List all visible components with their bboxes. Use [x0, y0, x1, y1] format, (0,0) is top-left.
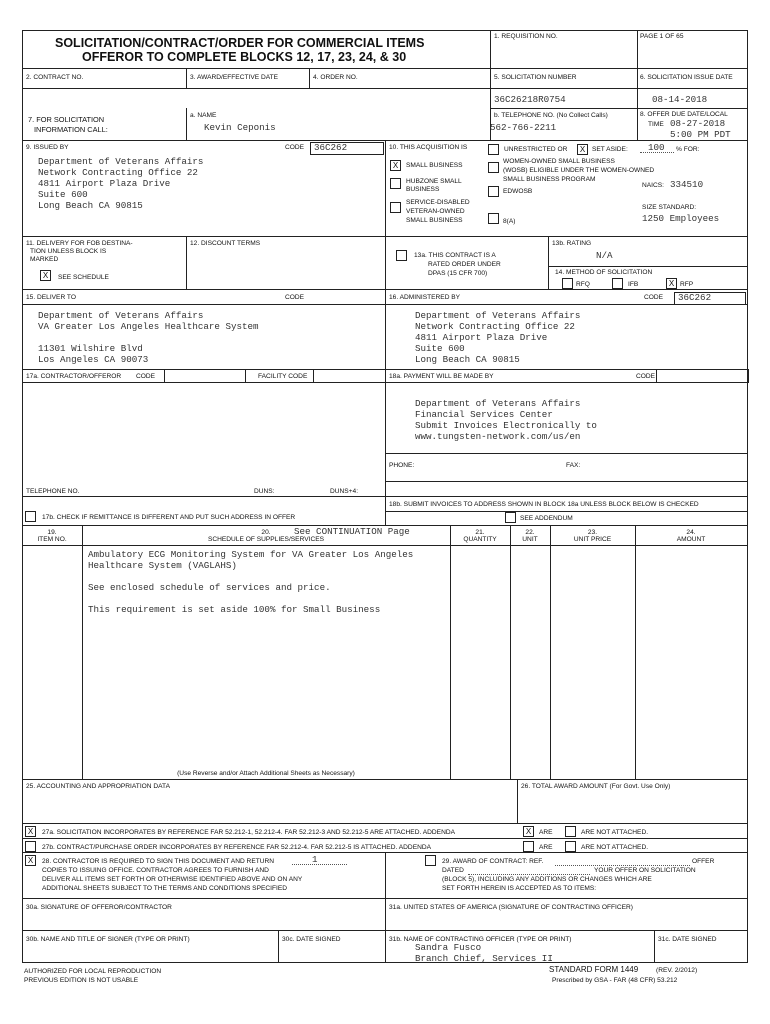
block27b-checkbox[interactable]: [25, 841, 36, 852]
fax-label: FAX:: [566, 462, 581, 469]
eight-a-label: 8(A): [503, 218, 516, 225]
issued-by-line-4: Suite 600: [38, 189, 88, 200]
solicitation-number-label: 5. SOLICITATION NUMBER: [494, 74, 577, 81]
block29-line-4: SET FORTH HEREIN IS ACCEPTED AS TO ITEMS:: [442, 885, 597, 892]
administered-line-1: Department of Veterans Affairs: [415, 310, 581, 321]
rated-order-label-3: DPAS (15 CFR 700): [428, 270, 488, 277]
schedule-desc-2: Healthcare System (VAGLAHS): [88, 560, 237, 571]
set-aside-percent[interactable]: 100: [648, 142, 665, 153]
form-number: STANDARD FORM 1449: [549, 965, 639, 974]
issued-by-line-3: 4811 Airport Plaza Drive: [38, 178, 171, 189]
continuation-note: See CONTINUATION Page: [294, 526, 410, 537]
col19-header: ITEM NO.: [37, 536, 67, 543]
percent-underline: [640, 152, 674, 153]
contractor-code-box[interactable]: [164, 369, 246, 383]
addenda-are-checkbox[interactable]: X: [523, 826, 534, 837]
accounting-label: 25. ACCOUNTING AND APPROPRIATION DATA: [26, 783, 170, 790]
block28-line-1: 28. CONTRACTOR IS REQUIRED TO SIGN THIS DOCUMENT AND RETURN: [42, 858, 275, 865]
duns-label: DUNS:: [254, 488, 275, 495]
payment-line-1: Department of Veterans Affairs: [415, 398, 581, 409]
administered-line-4: Suite 600: [415, 343, 465, 354]
col21-num: 21.: [475, 529, 485, 536]
signer-date-label: 30c. DATE SIGNED: [282, 936, 341, 943]
col24-header: AMOUNT: [676, 536, 706, 543]
rated-order-label-1: 13a. THIS CONTRACT IS A: [414, 252, 496, 259]
copies-count[interactable]: 1: [312, 854, 318, 865]
information-call-label: INFORMATION CALL:: [34, 125, 108, 134]
block29-line-1: 29. AWARD OF CONTRACT: REF.: [442, 858, 544, 865]
offer-due-time[interactable]: 5:00 PM PDT: [670, 129, 731, 140]
footer-authorized: AUTHORIZED FOR LOCAL REPRODUCTION: [24, 968, 162, 975]
schedule-desc-4: See enclosed schedule of services and price.: [88, 582, 331, 593]
addenda-b-are-not-checkbox[interactable]: [565, 841, 576, 852]
size-standard-label: SIZE STANDARD:: [642, 204, 697, 211]
deliver-to-line-1: Department of Veterans Affairs: [38, 310, 204, 321]
issued-by-line-5: Long Beach CA 90815: [38, 200, 143, 211]
see-schedule-checkbox[interactable]: X: [40, 270, 51, 281]
block27b-label: 27b. CONTRACT/PURCHASE ORDER INCORPORATES BY REFERENCE FAR 52.212-4. FAR 52.212-5 IS ATTACHED. ADDENDA: [42, 844, 432, 851]
telephone-no-label: TELEPHONE NO.: [26, 488, 80, 495]
col23-header: UNIT PRICE: [573, 536, 612, 543]
duns4-label: DUNS+4:: [330, 488, 359, 495]
award-date-label: 3. AWARD/EFFECTIVE DATE: [190, 74, 279, 81]
rating-value[interactable]: N/A: [596, 250, 613, 261]
col20-header: SCHEDULE OF SUPPLIES/SERVICES: [207, 536, 325, 543]
schedule-desc-6: This requirement is set aside 100% for Small Business: [88, 604, 381, 615]
deliver-to-label: 15. DELIVER TO: [26, 294, 76, 301]
rfp-label: RFP: [680, 281, 694, 288]
percent-for-label: % FOR:: [676, 146, 700, 153]
issued-by-line-1: Department of Veterans Affairs: [38, 156, 204, 167]
deliver-to-line-2: VA Greater Los Angeles Healthcare System: [38, 321, 259, 332]
addenda-are-label: ARE: [539, 829, 553, 836]
rfp-checkbox[interactable]: X: [666, 278, 677, 289]
block29-dated: DATED: [442, 867, 464, 874]
col22-num: 22.: [525, 529, 535, 536]
payment-line-3: Submit Invoices Electronically to: [415, 420, 597, 431]
signature-offeror-label: 30a. SIGNATURE OF OFFEROR/CONTRACTOR: [26, 904, 172, 911]
block27a-label: 27a. SOLICITATION INCORPORATES BY REFERENCE FAR 52.212-1, 52.212-4. FAR 52.212-3 AND 52.212-5 ARE ATTACHED. ADDENDA: [42, 829, 455, 836]
payment-line-4: www.tungsten-network.com/us/en: [415, 431, 581, 442]
block27a-checkbox[interactable]: X: [25, 826, 36, 837]
method-label: 14. METHOD OF SOLICITATION: [555, 269, 653, 276]
wosb-label-3: SMALL BUSINESS PROGRAM: [503, 176, 596, 183]
unrestricted-checkbox[interactable]: [488, 144, 499, 155]
hubzone-label-1: HUBZONE SMALL: [406, 178, 462, 185]
offer-due-label: 8. OFFER DUE DATE/LOCAL: [640, 111, 728, 118]
administered-line-3: 4811 Airport Plaza Drive: [415, 332, 548, 343]
facility-code-box[interactable]: [313, 369, 386, 383]
officer-date-label: 31c. DATE SIGNED: [658, 936, 717, 943]
requisition-label: 1. REQUISITION NO.: [494, 33, 558, 40]
contact-name[interactable]: Kevin Ceponis: [204, 122, 276, 133]
form-title: SOLICITATION/CONTRACT/ORDER FOR COMMERCIAL ITEMS: [55, 36, 425, 50]
discount-terms-label: 12. DISCOUNT TERMS: [190, 240, 261, 247]
officer-name-label: 31b. NAME OF CONTRACTING OFFICER (TYPE OR PRINT): [389, 936, 572, 943]
telephone-number[interactable]: 562-766-2211: [490, 122, 557, 133]
total-award-label: 26. TOTAL AWARD AMOUNT (For Govt. Use Only): [521, 783, 671, 790]
block28-checkbox[interactable]: X: [25, 855, 36, 866]
eight-a-checkbox[interactable]: [488, 213, 499, 224]
col19-num: 19.: [47, 529, 57, 536]
col20-num: 20.: [261, 529, 271, 536]
unrestricted-label: UNRESTRICTED OR: [504, 146, 568, 153]
wosb-checkbox[interactable]: [488, 162, 499, 173]
issued-by-line-2: Network Contracting Office 22: [38, 167, 198, 178]
solicitation-number[interactable]: 36C26218R0754: [494, 94, 566, 105]
block28-line-2: COPIES TO ISSUING OFFICE. CONTRACTOR AGREES TO FURNISH AND: [42, 867, 269, 874]
naics-code[interactable]: 334510: [670, 179, 704, 190]
see-schedule-label: SEE SCHEDULE: [58, 274, 109, 281]
hubzone-label-2: BUSINESS: [406, 186, 440, 193]
block29-line-2: YOUR OFFER ON SOLICITATION: [594, 867, 696, 874]
remittance-label: 17b. CHECK IF REMITTANCE IS DIFFERENT AND PUT SUCH ADDRESS IN OFFER: [42, 514, 296, 521]
edwosb-checkbox[interactable]: [488, 186, 499, 197]
col23-num: 23.: [587, 529, 598, 536]
col24-num: 24.: [686, 529, 696, 536]
ifb-checkbox[interactable]: [612, 278, 623, 289]
administered-code[interactable]: 36C262: [678, 292, 712, 303]
contract-no-label: 2. CONTRACT NO.: [26, 74, 84, 81]
payment-code-label: CODE: [636, 373, 656, 380]
payment-line-2: Financial Services Center: [415, 409, 553, 420]
payment-code-box[interactable]: [656, 369, 749, 383]
copies-underline: [292, 864, 347, 865]
contractor-code-label: CODE: [136, 373, 156, 380]
administered-code-label: CODE: [644, 294, 664, 301]
small-business-checkbox[interactable]: X: [390, 160, 401, 171]
edwosb-label: EDWOSB: [503, 188, 533, 195]
name-label: a. NAME: [190, 112, 217, 119]
addenda-b-are-label: ARE: [539, 844, 553, 851]
block29-line-3: (BLOCK 5), INCLUDING ANY ADDITIONS OR CHANGES WHICH ARE: [442, 876, 652, 883]
telephone-label: b. TELEPHONE NO. (No Collect Calls): [494, 112, 608, 119]
col21-header: QUANTITY: [463, 536, 497, 543]
small-business-label: SMALL BUSINESS: [406, 162, 463, 169]
rating-label: 13b. RATING: [552, 240, 592, 247]
schedule-desc-1: Ambulatory ECG Monitoring System for VA Greater Los Angeles: [88, 549, 414, 560]
issued-by-label: 9. ISSUED BY: [26, 144, 69, 151]
col22-header: UNIT: [522, 536, 538, 543]
submit-invoices-label: 18b. SUBMIT INVOICES TO ADDRESS SHOWN IN BLOCK 18a UNLESS BLOCK BELOW IS CHECKED: [389, 501, 699, 508]
rfq-checkbox[interactable]: [562, 278, 573, 289]
remittance-checkbox[interactable]: [25, 511, 36, 522]
addenda-are-not-checkbox[interactable]: [565, 826, 576, 837]
issue-date[interactable]: 08-14-2018: [652, 94, 708, 105]
officer-title: Branch Chief, Services II: [415, 953, 553, 964]
naics-label: NAICS:: [642, 182, 664, 189]
order-no-label: 4. ORDER NO.: [313, 74, 358, 81]
signature-officer-label: 31a. UNITED STATES OF AMERICA (SIGNATURE OF CONTRACTING OFFICER): [389, 904, 633, 911]
delivery-label-2: TION UNLESS BLOCK IS: [30, 248, 107, 255]
ifb-label: IFB: [628, 281, 639, 288]
deliver-to-code-label: CODE: [285, 294, 305, 301]
time-label: TIME: [648, 121, 664, 128]
payment-label: 18a. PAYMENT WILL BE MADE BY: [389, 373, 494, 380]
facility-code-label: FACILITY CODE: [258, 373, 308, 380]
sdvosb-checkbox[interactable]: [390, 202, 401, 213]
wosb-label-2: (WOSB) ELIGIBLE UNDER THE WOMEN-OWNED: [503, 167, 655, 174]
size-standard[interactable]: 1250 Employees: [642, 213, 720, 224]
officer-name: Sandra Fusco: [415, 942, 482, 953]
deliver-to-line-4: 11301 Wilshire Blvd: [38, 343, 143, 354]
hubzone-checkbox[interactable]: [390, 178, 401, 189]
wosb-label-1: WOMEN-OWNED SMALL BUSINESS: [503, 158, 615, 165]
see-addendum-label: SEE ADDENDUM: [520, 515, 573, 522]
form-revision: (REV. 2/2012): [656, 967, 698, 974]
delivery-label-1: 11. DELIVERY FOR FOB DESTINA-: [26, 240, 133, 247]
block28-line-3: DELIVER ALL ITEMS SET FORTH OR OTHERWISE IDENTIFIED ABOVE AND ON ANY: [42, 876, 303, 883]
set-aside-checkbox[interactable]: X: [577, 144, 588, 155]
issued-by-code-label: CODE: [285, 144, 305, 151]
solicitation-info-label: 7. FOR SOLICITATION: [28, 115, 105, 124]
reverse-note: (Use Reverse and/or Attach Additional Sheets as Necessary): [177, 770, 355, 777]
block28-line-4: ADDITIONAL SHEETS SUBJECT TO THE TERMS AND CONDITIONS SPECIFIED: [42, 885, 287, 892]
administered-line-5: Long Beach CA 90815: [415, 354, 520, 365]
administered-line-2: Network Contracting Office 22: [415, 321, 575, 332]
acquisition-label: 10. THIS ACQUISITION IS: [389, 144, 468, 151]
block29-checkbox[interactable]: [425, 855, 436, 866]
phone-label: PHONE:: [389, 462, 415, 469]
dated-underline: [468, 874, 590, 875]
rated-order-checkbox[interactable]: [396, 250, 407, 261]
page-number: PAGE 1 OF 65: [640, 33, 684, 40]
see-addendum-checkbox[interactable]: [505, 512, 516, 523]
prescribed-by: Prescribed by GSA - FAR (48 CFR) 53.212: [552, 977, 678, 984]
sdvosb-label-1: SERVICE-DISABLED: [406, 199, 470, 206]
sdvosb-label-2: VETERAN-OWNED: [406, 208, 465, 215]
issue-date-label: 6. SOLICITATION ISSUE DATE: [640, 74, 733, 81]
form-subtitle: OFFEROR TO COMPLETE BLOCKS 12, 17, 23, 24, & 30: [82, 50, 407, 64]
delivery-label-3: MARKED: [30, 256, 59, 263]
addenda-are-not-label: ARE NOT ATTACHED.: [581, 829, 649, 836]
addenda-b-are-checkbox[interactable]: [523, 841, 534, 852]
offer-due-date[interactable]: 08-27-2018: [670, 118, 726, 129]
rfq-label: RFQ: [576, 281, 590, 288]
sdvosb-label-3: SMALL BUSINESS: [406, 217, 463, 224]
rated-order-label-2: RATED ORDER UNDER: [428, 261, 501, 268]
set-aside-label: SET ASIDE:: [592, 146, 628, 153]
deliver-to-line-5: Los Angeles CA 90073: [38, 354, 149, 365]
signer-name-label: 30b. NAME AND TITLE OF SIGNER (TYPE OR PRINT): [26, 936, 190, 943]
ref-underline: [555, 865, 690, 866]
footer-previous: PREVIOUS EDITION IS NOT USABLE: [24, 977, 139, 984]
addenda-b-are-not-label: ARE NOT ATTACHED.: [581, 844, 649, 851]
issued-by-code[interactable]: 36C262: [314, 142, 348, 153]
contractor-label: 17a. CONTRACTOR/OFFEROR: [26, 373, 122, 380]
administered-by-label: 16. ADMINISTERED BY: [389, 294, 461, 301]
block29-offer: OFFER: [692, 858, 715, 865]
